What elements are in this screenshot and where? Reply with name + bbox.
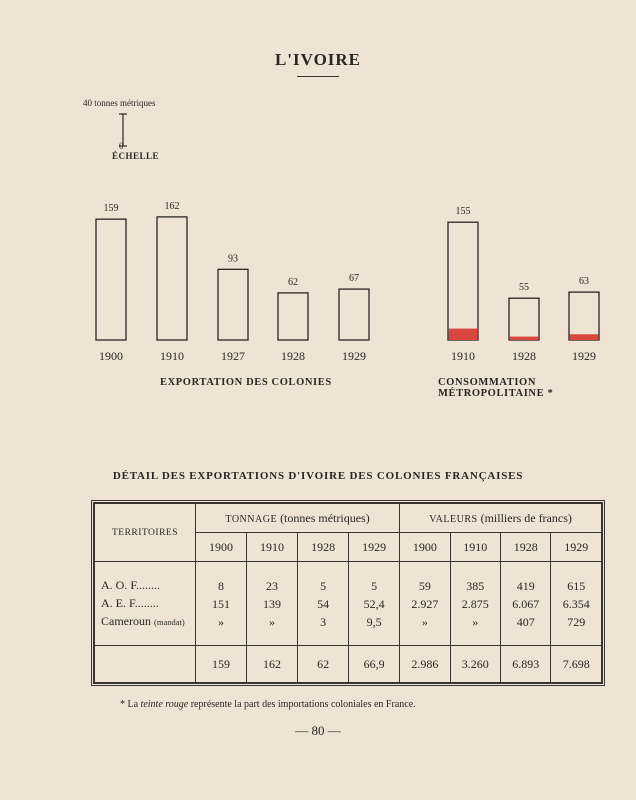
footnote-text: représente la part des importations coloniales en France.	[190, 699, 416, 710]
territory-name-suffix: (mandat)	[154, 617, 185, 627]
total-value: 159	[196, 646, 247, 683]
values-group-header	[400, 504, 602, 533]
table-cell-value: 23	[266, 578, 279, 593]
tonnage-header-unit: (tonnes métriques)	[280, 510, 370, 525]
table-body-row	[95, 562, 602, 646]
data-label: 155	[455, 206, 471, 218]
scale-zero-label: 0	[119, 141, 124, 151]
category-label: 1928	[512, 349, 536, 363]
data-column-cell	[247, 562, 298, 646]
table-cell-value: 5	[371, 578, 378, 593]
bar	[96, 219, 126, 340]
bar	[157, 217, 187, 340]
page-title: L'IVOIRE	[274, 50, 362, 69]
category-label: 1927	[221, 349, 245, 363]
table-cell-value: 139	[263, 596, 282, 611]
year-header: 1929	[551, 533, 602, 562]
table-cell-value: 6.354	[562, 596, 590, 611]
territories-header: TERRITOIRES	[95, 504, 196, 562]
year-header: 1929	[349, 533, 400, 562]
category-label: 1929	[342, 349, 366, 363]
consumption-caption-marker: *	[547, 388, 554, 399]
table-cell-value: 729	[567, 614, 586, 629]
values-header-label: VALEURS	[429, 513, 478, 525]
exports-table-frame	[91, 500, 605, 686]
territory-name	[101, 576, 193, 594]
data-column-cell	[349, 562, 400, 646]
category-label: 1910	[160, 349, 184, 363]
year-header: 1928	[298, 533, 349, 562]
data-column-cell	[400, 562, 450, 646]
total-value: 162	[247, 646, 298, 683]
total-value: 62	[298, 646, 349, 683]
data-column-cell	[196, 562, 247, 646]
table-cell-value: 3	[320, 614, 327, 629]
total-value: 3.260	[450, 646, 500, 683]
territory-name	[101, 612, 193, 631]
territory-name-text: A. E. F........	[101, 596, 159, 610]
data-label: 67	[349, 273, 359, 285]
footnote-pre: La	[127, 699, 139, 710]
bar	[569, 292, 599, 340]
table-cell-value: 9,5	[366, 614, 382, 629]
table-cell-value: »	[218, 614, 225, 629]
data-label: 63	[579, 276, 589, 288]
data-label: 159	[103, 203, 119, 215]
territory-names-cell	[95, 562, 196, 646]
table-cell-value: 2.927	[411, 596, 439, 611]
bar	[278, 293, 308, 340]
scale-top-label: 40 tonnes métriques	[83, 98, 156, 108]
bar-red-portion	[449, 329, 478, 340]
data-label: 62	[288, 276, 298, 288]
category-label: 1910	[451, 349, 475, 363]
data-column-cell	[501, 562, 551, 646]
page-number: — 80 —	[295, 723, 341, 738]
category-label: 1929	[572, 349, 596, 363]
bar-red-portion	[510, 337, 539, 340]
exports-table	[94, 503, 602, 683]
table-cell-value: 8	[218, 578, 225, 593]
bar-charts	[0, 190, 636, 400]
tonnage-header-label: TONNAGE	[225, 513, 278, 525]
data-label: 93	[228, 253, 238, 265]
category-label: 1928	[281, 349, 305, 363]
table-cell-value: 54	[317, 596, 330, 611]
territory-name	[101, 594, 193, 612]
year-header: 1900	[400, 533, 450, 562]
table-cell-value: 2.875	[461, 596, 489, 611]
total-value: 66,9	[349, 646, 400, 683]
totals-label-cell	[95, 646, 196, 683]
bar-red-portion	[570, 334, 599, 340]
bar	[218, 269, 248, 340]
footnote	[120, 699, 416, 710]
tonnage-group-header	[196, 504, 400, 533]
total-value: 2.986	[400, 646, 450, 683]
table-cell-value: 6.067	[512, 596, 540, 611]
bar	[509, 298, 539, 340]
table-cell-value: »	[472, 614, 479, 629]
export-chart-caption: EXPORTATION DES COLONIES	[160, 377, 332, 388]
total-value: 7.698	[551, 646, 602, 683]
values-header-unit: (milliers de francs)	[480, 510, 572, 525]
title-underline	[297, 76, 339, 77]
data-column-cell	[298, 562, 349, 646]
year-header: 1910	[450, 533, 500, 562]
year-header: 1900	[196, 533, 247, 562]
table-cell-value: 615	[567, 578, 586, 593]
table-title: DÉTAIL DES EXPORTATIONS D'IVOIRE DES COLONIES FRANÇAISES	[112, 470, 524, 482]
bar	[339, 289, 369, 340]
table-totals-row	[95, 646, 602, 683]
territory-name-text: A. O. F........	[101, 578, 161, 592]
footnote-marker: *	[120, 699, 125, 710]
table-cell-value: 59	[418, 578, 431, 593]
table-cell-value: 385	[466, 578, 485, 593]
data-label: 55	[519, 282, 529, 294]
footnote-emphasis: teinte rouge	[140, 699, 189, 710]
consumption-chart-caption	[438, 377, 636, 399]
table-cell-value: 5	[320, 578, 327, 593]
bar	[448, 222, 478, 340]
consumption-caption-text: CONSOMMATION MÉTROPOLITAINE	[438, 377, 545, 399]
data-column-cell	[551, 562, 602, 646]
year-header: 1928	[501, 533, 551, 562]
table-cell-value: »	[269, 614, 276, 629]
table-cell-value: 52,4	[363, 596, 385, 611]
territory-name-text: Cameroun	[101, 614, 151, 628]
data-column-cell	[450, 562, 500, 646]
table-cell-value: 419	[516, 578, 535, 593]
table-cell-value: 151	[212, 596, 231, 611]
total-value: 6.893	[501, 646, 551, 683]
table-cell-value: 407	[516, 614, 535, 629]
data-label: 162	[164, 200, 180, 212]
scale-title: ÉCHELLE	[112, 151, 160, 161]
category-label: 1900	[99, 349, 123, 363]
table-cell-value: »	[421, 614, 428, 629]
year-header: 1910	[247, 533, 298, 562]
